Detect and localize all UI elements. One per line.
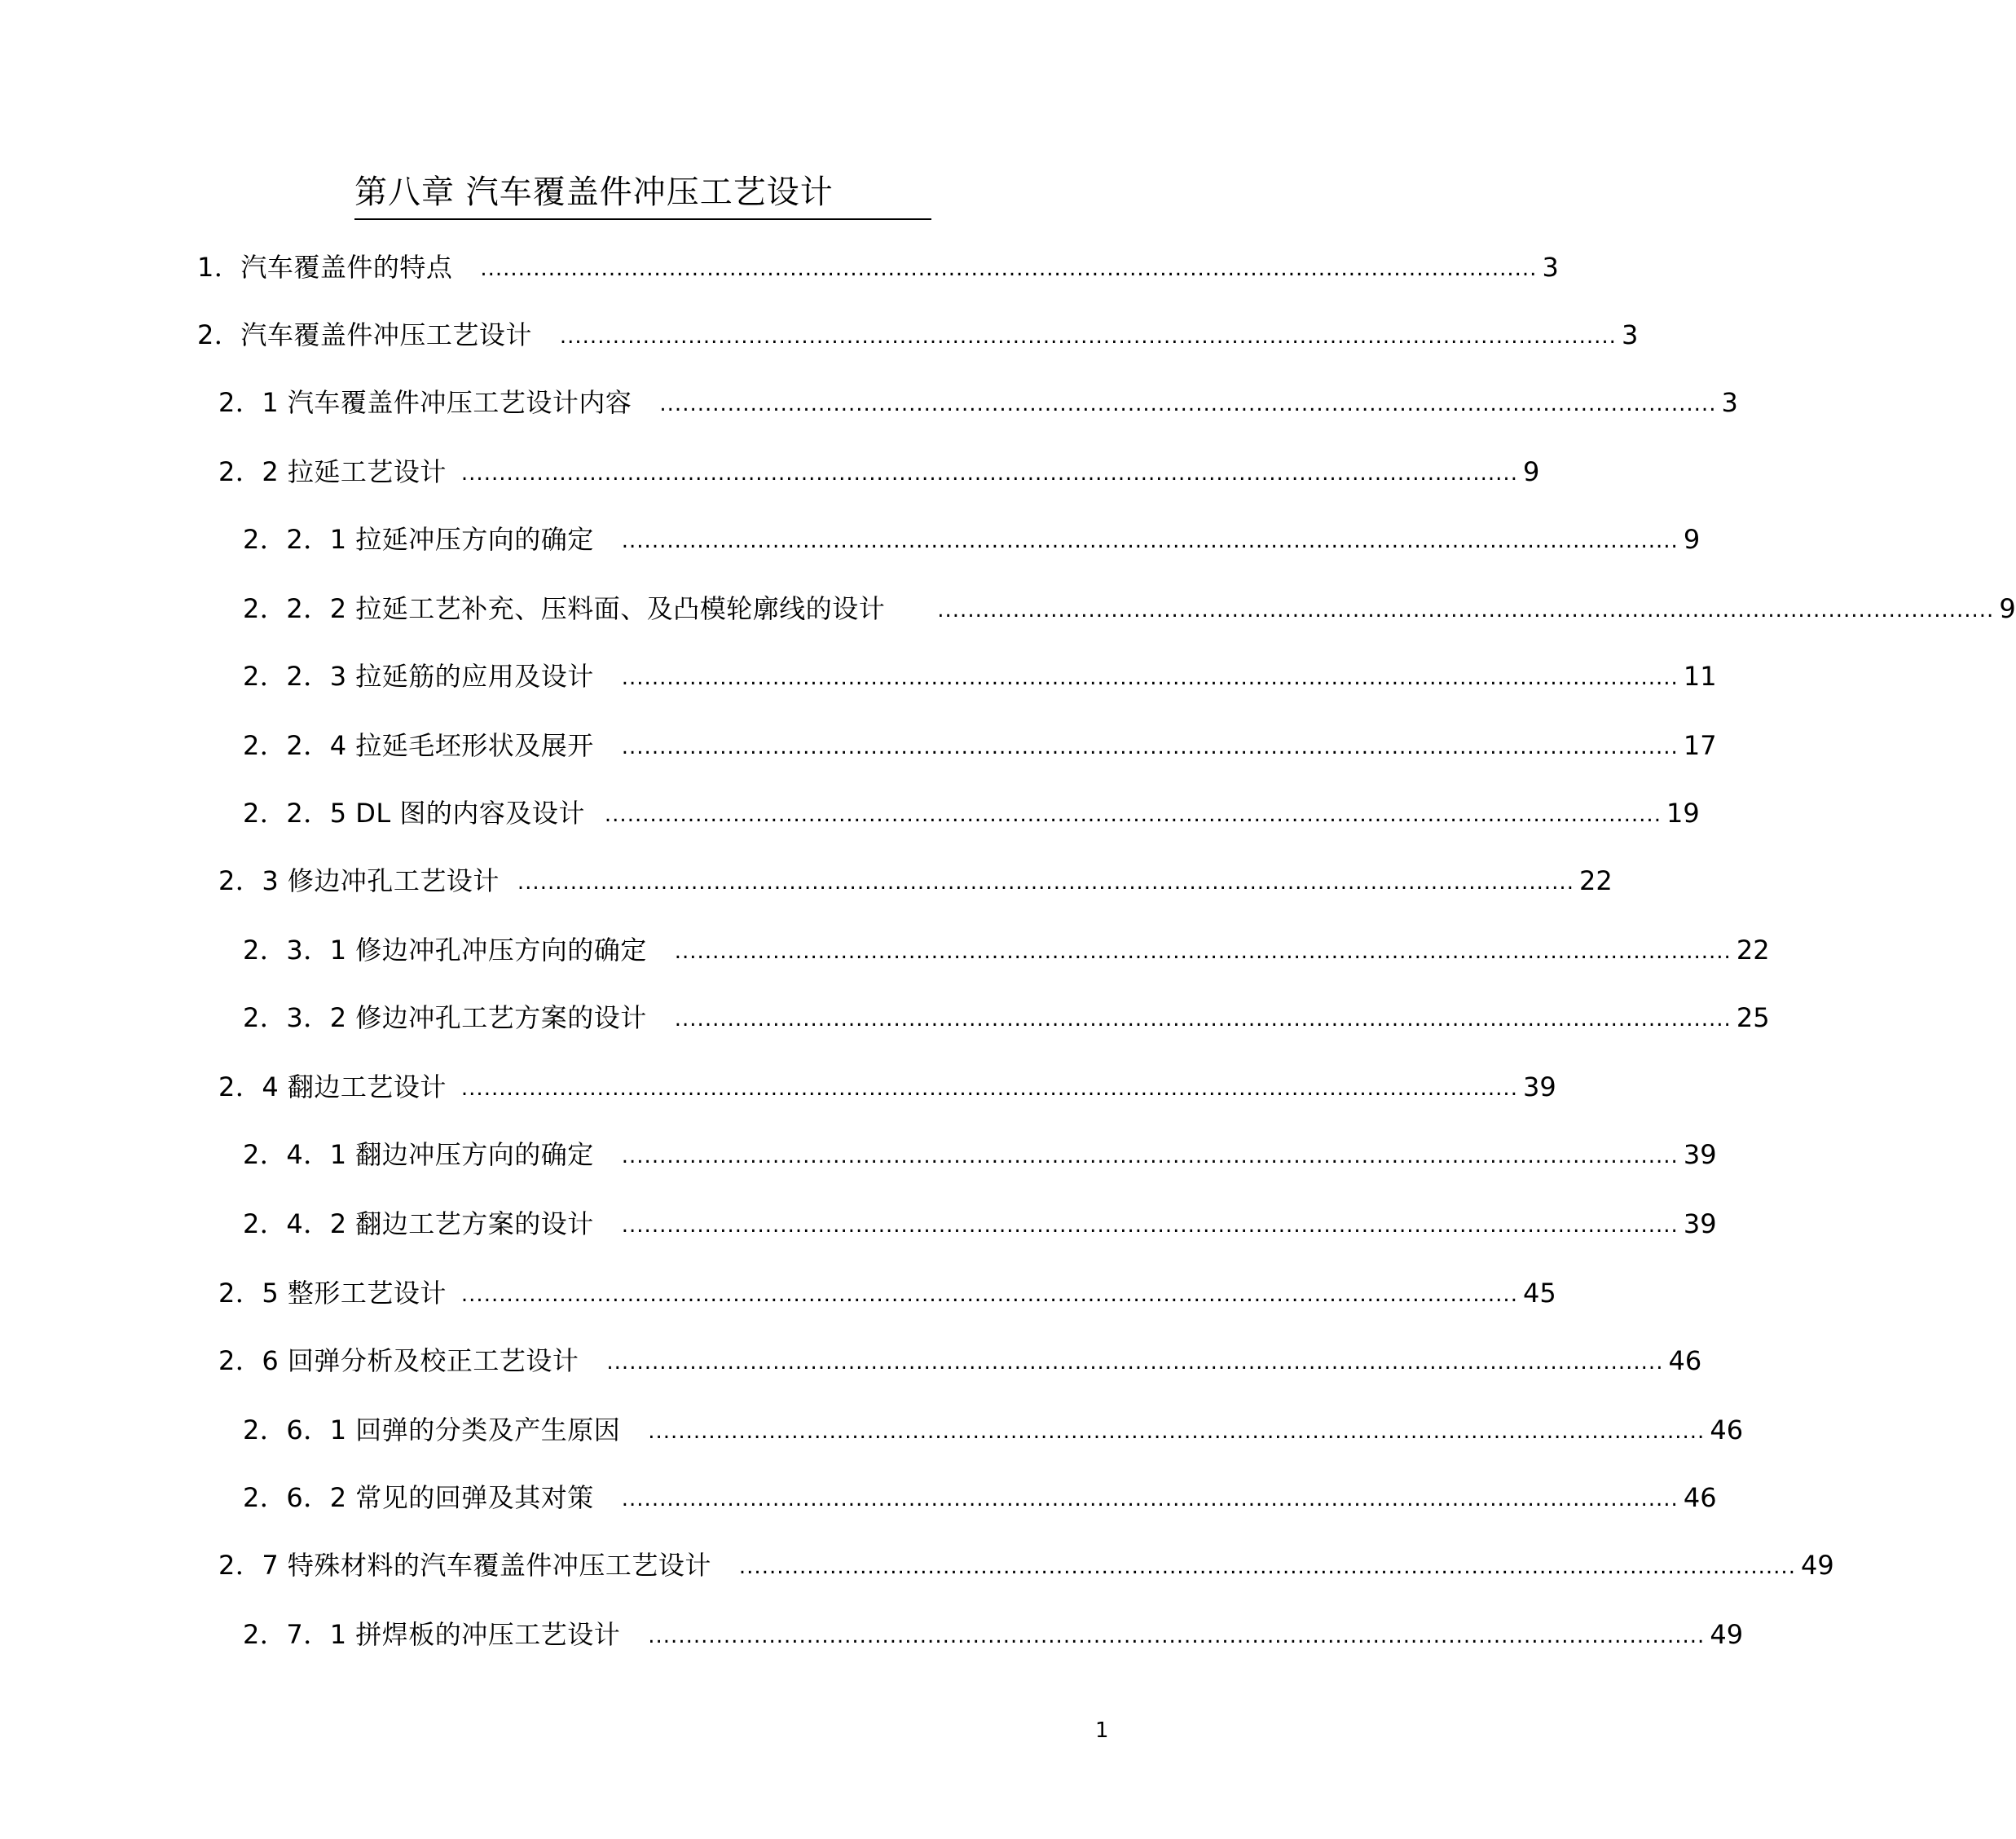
toc-entry-page: 9 (1522, 456, 1540, 487)
toc-entry[interactable] (243, 589, 2016, 625)
toc-entry-page: 3 (1542, 252, 1559, 283)
toc-entry[interactable] (218, 1546, 1834, 1582)
toc-entry[interactable] (243, 1478, 1717, 1514)
toc-entry[interactable] (243, 1135, 1717, 1171)
toc-dot-leader: ............................................................................................................................................ (621, 666, 1679, 690)
toc-dot-leader: ............................................................................................................................................ (621, 529, 1679, 553)
toc-dot-leader: ............................................................................................................................................ (648, 1624, 1706, 1648)
toc-dot-leader: ............................................................................................................................................ (517, 870, 1574, 895)
toc-dot-leader: ............................................................................................................................................ (460, 1076, 1518, 1101)
page-number: 1 (1095, 1718, 1109, 1743)
toc-entry[interactable] (197, 248, 1559, 284)
toc-entry-label: 2．2 拉延工艺设计 (218, 456, 447, 487)
toc-dot-leader: ............................................................................................................................................ (738, 1555, 1796, 1579)
toc-entry-label: 2．2．1 拉延冲压方向的确定 (243, 524, 594, 555)
toc-entry-label: 2．2．3 拉延筋的应用及设计 (243, 661, 594, 692)
toc-dot-leader: ............................................................................................................................................ (937, 598, 1995, 623)
toc-dot-leader: ............................................................................................................................................ (460, 461, 1518, 486)
toc-entry[interactable] (218, 1274, 1556, 1309)
toc-entry-label: 2．3．1 修边冲孔冲压方向的确定 (243, 935, 647, 966)
toc-entry-page: 46 (1668, 1345, 1702, 1376)
toc-entry-label: 2．5 整形工艺设计 (218, 1278, 447, 1309)
toc-entry-page: 39 (1522, 1071, 1556, 1102)
toc-entry[interactable] (218, 861, 1613, 897)
toc-entry[interactable] (197, 315, 1639, 351)
toc-dot-leader: ............................................................................................................................................ (460, 1282, 1518, 1307)
toc-entry-label: 2．汽车覆盖件冲压工艺设计 (197, 319, 532, 350)
toc-dot-leader: ............................................................................................................................................ (621, 1487, 1679, 1511)
toc-entry-label: 2．4．1 翻边冲压方向的确定 (243, 1139, 594, 1170)
toc-entry-page: 49 (1800, 1550, 1834, 1581)
toc-entry[interactable] (243, 520, 1701, 556)
toc-entry-label: 2．2．5 DL 图的内容及设计 (243, 798, 585, 829)
toc-entry[interactable] (243, 1410, 1744, 1446)
toc-entry[interactable] (218, 383, 1738, 419)
toc-entry-page: 3 (1721, 387, 1738, 418)
toc-dot-leader: ............................................................................................................................................ (674, 939, 1732, 964)
toc-entry-label: 2．4 翻边工艺设计 (218, 1071, 447, 1102)
toc-entry-page: 17 (1683, 730, 1717, 761)
toc-entry-label: 1．汽车覆盖件的特点 (197, 252, 453, 283)
toc-entry[interactable] (243, 657, 1717, 693)
toc-entry-label: 2．1 汽车覆盖件冲压工艺设计内容 (218, 387, 632, 418)
toc-dot-leader: ............................................................................................................................................ (621, 1144, 1679, 1168)
toc-entry-page: 39 (1683, 1208, 1717, 1239)
toc-entry[interactable] (243, 794, 1700, 829)
toc-entry[interactable] (243, 998, 1770, 1034)
toc-entry-page: 46 (1683, 1482, 1717, 1513)
toc-entry-label: 2．7 特殊材料的汽车覆盖件冲压工艺设计 (218, 1550, 711, 1581)
toc-dot-leader: ............................................................................................................................................ (659, 392, 1717, 416)
toc-entry-label: 2．2．2 拉延工艺补充、压料面、及凸模轮廓线的设计 (243, 593, 886, 624)
toc-entry-label: 2．3 修边冲孔工艺设计 (218, 865, 500, 896)
toc-entry-label: 2．6．2 常见的回弹及其对策 (243, 1482, 594, 1513)
toc-entry-label: 2．6．1 回弹的分类及产生原因 (243, 1414, 621, 1445)
toc-dot-leader: ............................................................................................................................................ (621, 735, 1679, 759)
toc-entry[interactable] (218, 1067, 1556, 1103)
toc-dot-leader: ............................................................................................................................................ (648, 1419, 1706, 1444)
toc-entry-page: 46 (1710, 1414, 1744, 1445)
toc-entry-page: 19 (1666, 798, 1700, 829)
toc-dot-leader: ............................................................................................................................................ (604, 803, 1662, 827)
toc-entry-page: 22 (1578, 865, 1613, 896)
toc-entry[interactable] (243, 726, 1717, 762)
toc-entry-label: 2．7．1 拼焊板的冲压工艺设计 (243, 1619, 621, 1650)
toc-entry[interactable] (218, 1341, 1702, 1377)
toc-entry-page: 39 (1683, 1139, 1717, 1170)
toc-entry-page: 45 (1522, 1278, 1556, 1309)
toc-entry-page: 49 (1710, 1619, 1744, 1650)
toc-entry[interactable] (243, 1204, 1717, 1240)
toc-entry[interactable] (243, 930, 1770, 966)
toc-entry-label: 2．2．4 拉延毛坯形状及展开 (243, 730, 594, 761)
toc-entry-label: 2．6 回弹分析及校正工艺设计 (218, 1345, 579, 1376)
toc-dot-leader: ............................................................................................................................................ (674, 1007, 1732, 1032)
toc-entry-label: 2．4．2 翻边工艺方案的设计 (243, 1208, 594, 1239)
chapter-title: 第八章 汽车覆盖件冲压工艺设计 (354, 174, 834, 211)
toc-entry-page: 3 (1621, 319, 1639, 350)
toc-entry-page: 25 (1736, 1002, 1770, 1033)
toc-entry-page: 11 (1683, 661, 1717, 692)
toc-dot-leader: ............................................................................................................................................ (559, 324, 1617, 349)
toc-dot-leader: ............................................................................................................................................ (480, 257, 1538, 281)
toc-entry[interactable] (243, 1615, 1744, 1651)
toc-entry-label: 2．3．2 修边冲孔工艺方案的设计 (243, 1002, 647, 1033)
toc-dot-leader: ............................................................................................................................................ (621, 1213, 1679, 1238)
toc-entry-page: 9 (1999, 593, 2016, 624)
toc-entry-page: 22 (1736, 935, 1770, 966)
chapter-title-container (354, 173, 931, 220)
toc-entry[interactable] (218, 452, 1540, 488)
toc-dot-leader: ............................................................................................................................................ (606, 1350, 1664, 1375)
toc-entry-page: 9 (1683, 524, 1701, 555)
